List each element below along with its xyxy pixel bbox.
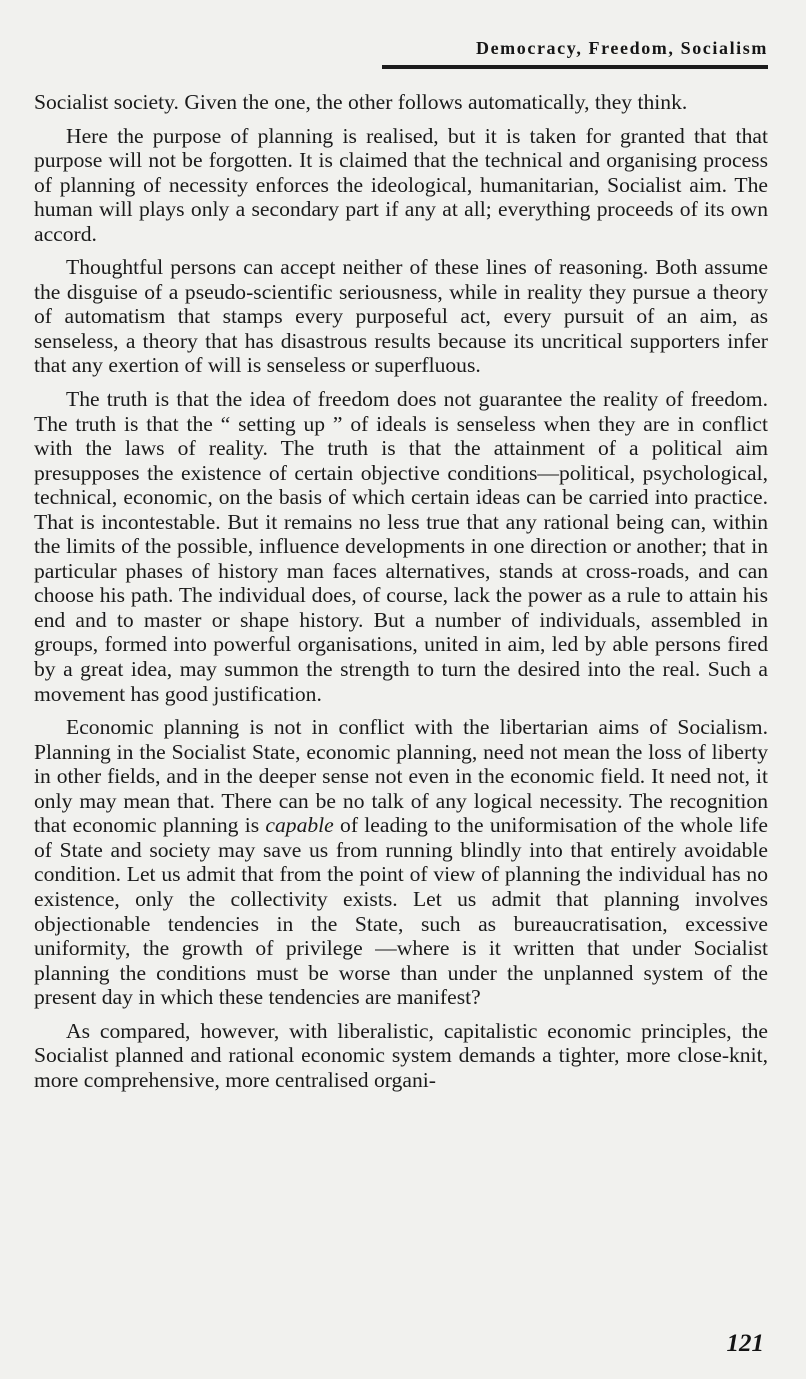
paragraph-truth-of-freedom: The truth is that the idea of freedom does not guarantee the reality of freedom. The truth is that the “ setting up ” of ideals is senseless when they are in conflict with the laws of reality. The truth is that the attainment of a political aim presupposes the existence of certain objective conditions—political, psychological, technical, economic, on the basis of which certain ideas can be carried into practice. That is incontestable. But it remains no less true that any rational being can, within the limits of the possible, influence developments in one direction or another; that in particular phases of history man faces alternatives, stands at cross-roads, and can choose his path. The individual does, of course, lack the power as a rule to attain his end and to master or shape history. But a number of individuals, assembled in groups, formed into powerful organisations, united in aim, led by able persons fired by a great idea, may summon the strength to turn the desired into the real. Such a movement has good justification.: [34, 387, 768, 706]
running-head: Democracy, Freedom, Socialism: [475, 38, 768, 58]
paragraph-economic-planning: [34, 715, 768, 1010]
book-page: [34, 30, 768, 1360]
paragraph-economic-planning-part-2: of leading to the uniformisation of the whole life of State and society may save us from running blindly into that entirely avoidable condition. Let us admit that from the point of view of planning the individual has no existence, only the collectivity exists. Let us admit that planning involves objectionable tendencies in the State, such as bureaucratisation, excessive uniformity, the growth of privilege —where is it written that under Socialist planning the conditions must be worse than under the unplanned system of the present day in which these tendencies are manifest?: [34, 813, 768, 1010]
paragraph-comparison: As compared, however, with liberalistic, capitalistic economic principles, the Socialist planned and rational economic system demands a tighter, more close-knit, more comprehensive, more centralised organi-: [34, 1018, 768, 1092]
paragraph-continuation: Socialist society. Given the one, the other follows automatically, they think.: [34, 90, 688, 114]
header-rule: [382, 65, 768, 69]
emphasis-capable: capable: [265, 813, 334, 838]
body-text: [34, 90, 768, 1101]
paragraph-thoughtful-persons: Thoughtful persons can accept neither of these lines of reasoning. Both assume the disguise of a pseudo-scientific seriousness, while in reality they pursue a theory of automatism that stamps every purposeful act, every pursuit of an aim, as senseless, a theory that has disastrous results because its uncritical supporters infer that any exertion of will is senseless or superfluous.: [34, 255, 768, 378]
paragraph-economic-planning-part-1: Economic planning is not in conflict with the libertarian aims of Socialism. Planning in the Socialist State, economic planning, need not mean the loss of liberty in other fields, and in the deeper sense not even in the economic field. It need not, it only may mean that. There can be no talk of any logical necessity. The recognition that economic planning is: [34, 715, 768, 838]
paragraph-planning-purpose: Here the purpose of planning is realised, but it is taken for granted that that purpose will not be forgotten. It is claimed that the technical and organising process of planning of necessity enforces the ideological, humanitarian, Socialist aim. The human will plays only a secondary part if any at all; everything proceeds of its own accord.: [34, 123, 768, 246]
page-number: 121: [726, 1330, 764, 1357]
